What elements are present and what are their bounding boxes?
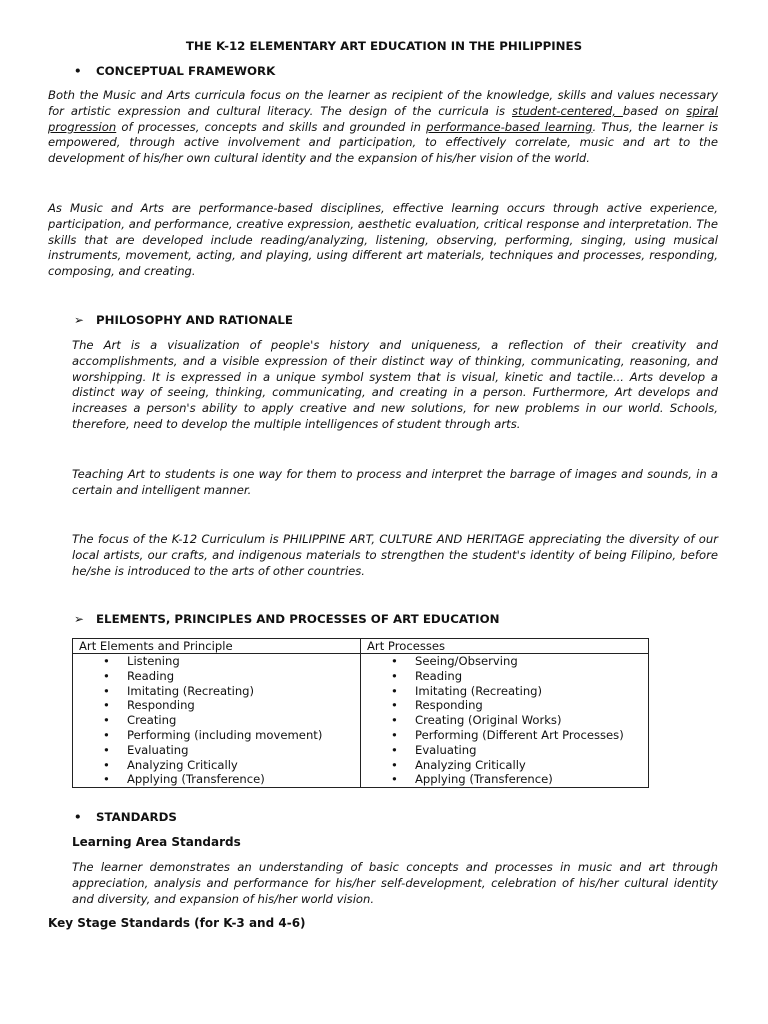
list-item: • Responding [415, 698, 642, 713]
list-item: • Reading [127, 669, 354, 684]
arrow-bullet-icon: ➢ [74, 612, 84, 626]
list-item: • Performing (including movement) [127, 728, 354, 743]
underlined-term: spiral progression [48, 103, 718, 134]
list-art-elements [79, 654, 354, 787]
bullet-icon: • [74, 64, 82, 78]
heading-text: STANDARDS [96, 810, 177, 824]
heading-text: ELEMENTS, PRINCIPLES AND PROCESSES OF ART EDUCATION [96, 612, 500, 626]
list-item: • Listening [127, 654, 354, 669]
table-header-row [73, 639, 649, 654]
table-cell [361, 654, 649, 788]
list-item: • Applying (Transference) [127, 772, 354, 787]
elements-processes-table [72, 638, 649, 788]
heading-philosophy-rationale [74, 313, 293, 327]
paragraph-philosophy-1: The Art is a visualization of people's history and uniqueness, a reflection of their creativity and accomplishments, and a visible expression of their distinct way of thinking, communicating, reasoning, and worshipping. It is expressed in a unique symbol system that is visual, kinetic and tactile... Arts develop a distinct way of seeing, thinking, communicating, and creating in a person. Furthermore, Art develops and increases a person's ability to apply creative and new solutions, for new problems in our world. Schools, therefore, need to develop the multiple intelligences of student through arts. [72, 338, 718, 431]
subheading-key-stage-standards: Key Stage Standards (for K-3 and 4-6) [48, 916, 306, 930]
column-header: Art Processes [361, 639, 649, 654]
list-item: • Reading [415, 669, 642, 684]
paragraph-philosophy-3: The focus of the K-12 Curriculum is PHILIPPINE ART, CULTURE AND HERITAGE appreciating the diversity of our local artists, our crafts, and indigenous materials to strengthen the student's identity of being Filipino, before he/she is introduced to the arts of other countries. [72, 532, 718, 578]
list-art-processes [367, 654, 642, 787]
heading-elements-principles [74, 612, 500, 626]
paragraph-conceptual-2: As Music and Arts are performance-based disciplines, effective learning occurs through active experience, participation, and performance, creative expression, aesthetic evaluation, critical response and interpretation. The skills that are developed include reading/analyzing, listening, observing, performing, singing, using musical instruments, movement, acting, and playing, using different art materials, techniques and processes, responding, composing, and creating. [48, 201, 718, 279]
list-item: • Creating (Original Works) [415, 713, 642, 728]
list-item: • Analyzing Critically [127, 758, 354, 773]
heading-text: PHILOSOPHY AND RATIONALE [96, 313, 293, 327]
arrow-bullet-icon: ➢ [74, 313, 84, 327]
list-item: • Performing (Different Art Processes) [415, 728, 642, 743]
list-item: • Imitating (Recreating) [127, 684, 354, 699]
heading-conceptual-framework [74, 64, 276, 78]
text-run: . Thus, the learner is empowered, through active involvement and participation, to effectively correlate, music and art to the development of his/her own cultural identity and the expansion of his/her vision of the world. [48, 119, 718, 166]
text-run: based on [622, 103, 687, 118]
text-run: of processes, concepts and skills and grounded in [116, 119, 427, 134]
list-item: • Evaluating [127, 743, 354, 758]
list-item: • Creating [127, 713, 354, 728]
document-title: THE K-12 ELEMENTARY ART EDUCATION IN THE PHILIPPINES [185, 39, 583, 53]
paragraph-standards: The learner demonstrates an understanding of basic concepts and processes in music and art through appreciation, analysis and performance for his/her self-development, celebration of his/her cultural identity and diversity, and expansion of his/her world vision. [72, 860, 718, 906]
subheading-learning-area-standards: Learning Area Standards [72, 835, 241, 849]
list-item: • Responding [127, 698, 354, 713]
list-item: • Seeing/Observing [415, 654, 642, 669]
heading-standards [74, 810, 177, 824]
list-item: • Evaluating [415, 743, 642, 758]
column-header: Art Elements and Principle [73, 639, 361, 654]
paragraph-philosophy-2: Teaching Art to students is one way for them to process and interpret the barrage of images and sounds, in a certain and intelligent manner. [72, 467, 718, 497]
list-item: • Applying (Transference) [415, 772, 642, 787]
underlined-term: student-centered, [511, 103, 623, 118]
table-cell [73, 654, 361, 788]
underlined-term: performance-based learning [426, 119, 593, 134]
bullet-icon: • [74, 810, 82, 824]
list-item: • Imitating (Recreating) [415, 684, 642, 699]
text-run: Both the Music and Arts curricula focus on the learner as recipient of the knowledge, skills and values necessary for artistic expression and cultural literacy. The design of the curricula is [48, 88, 718, 118]
paragraph-conceptual-1 [48, 88, 718, 167]
table-row [73, 654, 649, 788]
heading-text: CONCEPTUAL FRAMEWORK [96, 64, 276, 78]
list-item: • Analyzing Critically [415, 758, 642, 773]
